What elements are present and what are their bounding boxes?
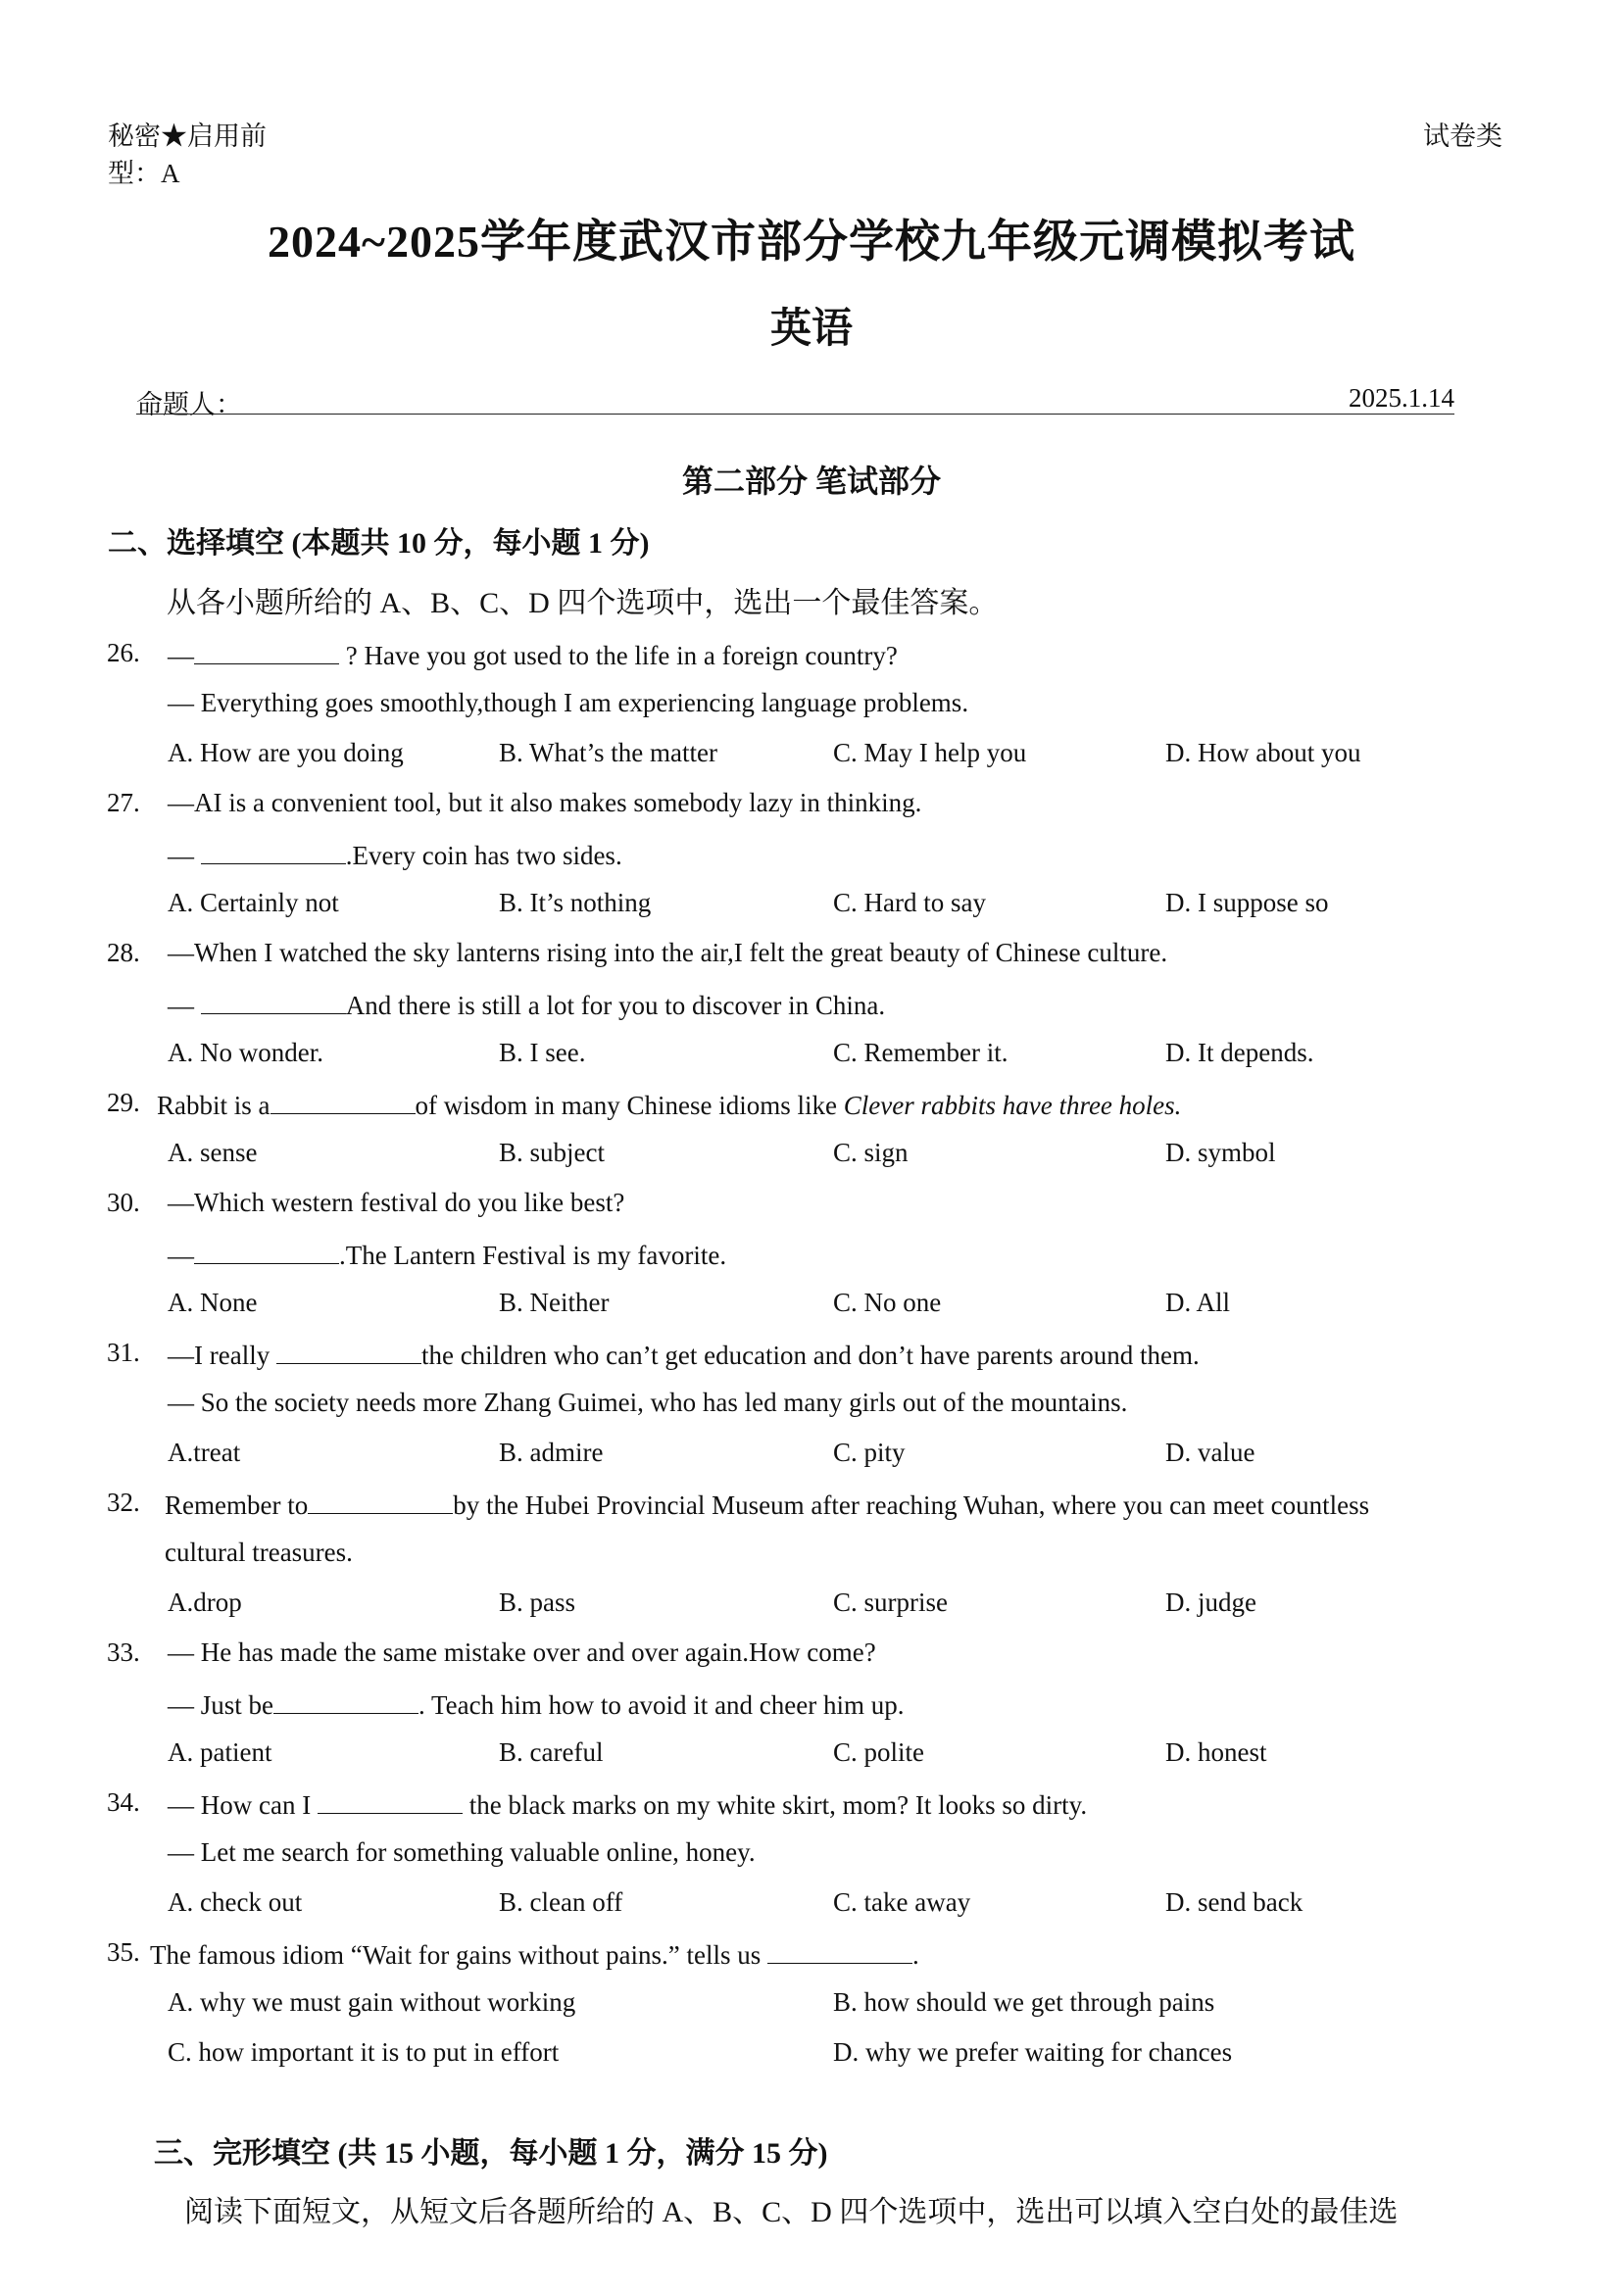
answer-blank xyxy=(270,1088,416,1114)
question-line: — .Every coin has two sides. xyxy=(168,838,622,871)
option-b: B. careful xyxy=(499,1737,604,1767)
answer-blank xyxy=(308,1488,453,1514)
option-b: B. It’s nothing xyxy=(499,888,652,917)
question-number: 29. xyxy=(107,1088,140,1117)
option-d: D. why we prefer waiting for chances xyxy=(833,2037,1233,2067)
option-c: C. Remember it. xyxy=(833,1038,1008,1067)
option-d: D. It depends. xyxy=(1165,1038,1314,1067)
option-b: B. pass xyxy=(499,1588,576,1617)
option-d: D. symbol xyxy=(1165,1138,1276,1167)
question-line: — And there is still a lot for you to discover in China. xyxy=(168,988,885,1021)
option-b: B. I see. xyxy=(499,1038,586,1067)
question-number: 26. xyxy=(107,638,140,667)
option-c: C. polite xyxy=(833,1737,924,1767)
answer-blank xyxy=(201,988,346,1014)
option-c: C. May I help you xyxy=(833,738,1027,767)
option-c: C. sign xyxy=(833,1138,909,1167)
question-line: — .The Lantern Festival is my favorite. xyxy=(168,1238,726,1271)
option-d: D. All xyxy=(1165,1288,1231,1317)
option-a: A. why we must gain without working xyxy=(168,1987,576,2017)
option-b: B. subject xyxy=(499,1138,605,1167)
option-a: A. patient xyxy=(168,1737,272,1767)
question-line: — Everything goes smoothly,though I am experiencing language problems. xyxy=(168,688,969,717)
question-line: — He has made the same mistake over and over again.How come? xyxy=(168,1637,876,1667)
option-a: A.drop xyxy=(168,1588,242,1617)
option-b: B. how should we get through pains xyxy=(833,1987,1215,2017)
answer-blank xyxy=(318,1787,463,1814)
option-d: D. judge xyxy=(1165,1588,1256,1617)
section3-instruction: 阅读下面短文，从短文后各题所给的 A、B、C、D 四个选项中，选出可以填入空白处的最佳选 xyxy=(184,2196,1399,2228)
option-c: C. Hard to say xyxy=(833,888,986,917)
question-number: 31. xyxy=(107,1338,140,1367)
subject-title: 英语 xyxy=(769,307,853,352)
option-b: B. Neither xyxy=(499,1288,610,1317)
question-number: 32. xyxy=(107,1488,140,1517)
option-d: D. honest xyxy=(1165,1737,1267,1767)
question-number: 28. xyxy=(107,938,140,967)
question-line: Rabbit is a of wisdom in many Chinese idioms like Clever rabbits have three holes. xyxy=(157,1088,1181,1121)
option-b: B. admire xyxy=(499,1438,604,1467)
exam-date: 2025.1.14 xyxy=(1349,383,1454,413)
answer-blank xyxy=(201,838,346,864)
option-a: A. No wonder. xyxy=(168,1038,323,1067)
secret-label: 秘密★启用前 xyxy=(108,122,267,151)
option-c: C. how important it is to put in effort xyxy=(168,2037,560,2067)
question-line: The famous idiom “Wait for gains without pains.” tells us . xyxy=(150,1937,919,1971)
part-title: 第二部分 笔试部分 xyxy=(681,464,941,499)
question-line: cultural treasures. xyxy=(165,1538,353,1567)
question-line: — Let me search for something valuable online, honey. xyxy=(168,1837,756,1867)
answer-blank xyxy=(194,638,339,664)
exam-title: 2024~2025学年度武汉市部分学校九年级元调模拟考试 xyxy=(268,217,1355,267)
question-number: 33. xyxy=(107,1637,140,1667)
option-d: D. How about you xyxy=(1165,738,1361,767)
question-number: 34. xyxy=(107,1787,140,1817)
option-c: C. surprise xyxy=(833,1588,948,1617)
answer-blank xyxy=(276,1338,421,1364)
paper-type-label: 试卷类 xyxy=(1423,122,1502,151)
question-line: — Just be . Teach him how to avoid it and cheer him up. xyxy=(168,1687,905,1721)
question-line: —Which western festival do you like best? xyxy=(168,1188,625,1217)
option-a: A. sense xyxy=(168,1138,258,1167)
option-c: C. pity xyxy=(833,1438,906,1467)
option-a: A. check out xyxy=(168,1887,303,1917)
question-number: 30. xyxy=(107,1188,140,1217)
option-d: D. send back xyxy=(1165,1887,1303,1917)
author-label: 命题人： xyxy=(136,390,242,419)
question-line: —I really the children who can’t get education and don’t have parents around them. xyxy=(168,1338,1200,1371)
option-c: C. No one xyxy=(833,1288,942,1317)
question-line: — How can I the black marks on my white skirt, mom? It looks so dirty. xyxy=(168,1787,1087,1821)
answer-blank xyxy=(194,1238,339,1264)
paper-type-value: 型：A xyxy=(108,159,180,188)
option-b: B. clean off xyxy=(499,1887,623,1917)
option-a: A. None xyxy=(168,1288,258,1317)
section2-title: 二、选择填空 (本题共 10 分，每小题 1 分) xyxy=(108,527,650,560)
question-line: —AI is a convenient tool, but it also makes somebody lazy in thinking. xyxy=(168,788,922,817)
author-line xyxy=(136,383,1454,419)
question-line: Remember to by the Hubei Provincial Museum after reaching Wuhan, where you can meet countless xyxy=(165,1488,1369,1521)
question-line: —When I watched the sky lanterns rising into the air,I felt the great beauty of Chinese culture. xyxy=(168,938,1168,967)
answer-blank xyxy=(273,1687,418,1714)
option-d: D. I suppose so xyxy=(1165,888,1329,917)
option-a: A. How are you doing xyxy=(168,738,404,767)
option-a: A.treat xyxy=(168,1438,241,1467)
option-b: B. What’s the matter xyxy=(499,738,717,767)
question-line: — So the society needs more Zhang Guimei, who has led many girls out of the mountains. xyxy=(168,1388,1128,1417)
section3-title: 三、完形填空 (共 15 小题，每小题 1 分，满分 15 分) xyxy=(154,2137,828,2170)
question-number: 27. xyxy=(107,788,140,817)
answer-blank xyxy=(767,1937,912,1964)
section2-instruction: 从各小题所给的 A、B、C、D 四个选项中，选出一个最佳答案。 xyxy=(167,587,999,619)
option-c: C. take away xyxy=(833,1887,971,1917)
option-d: D. value xyxy=(1165,1438,1255,1467)
question-line: — ? Have you got used to the life in a foreign country? xyxy=(168,638,898,671)
question-number: 35. xyxy=(107,1937,140,1967)
option-a: A. Certainly not xyxy=(168,888,339,917)
